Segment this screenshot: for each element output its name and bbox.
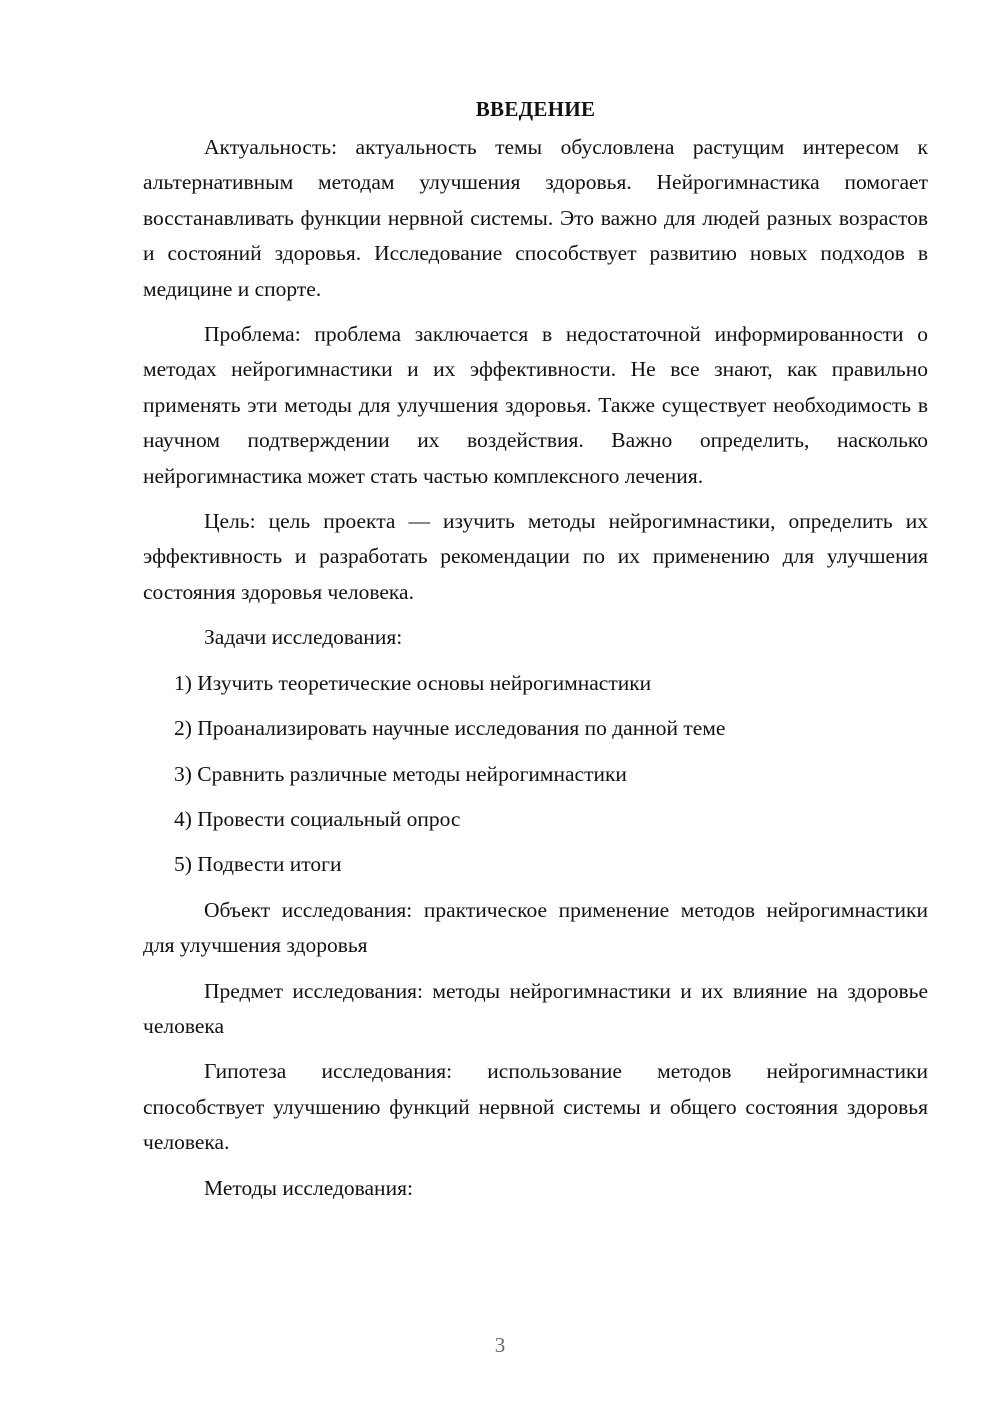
task-item-3: 3) Сравнить различные методы нейрогимнастики <box>174 761 627 786</box>
task-item-4: 4) Провести социальный опрос <box>174 806 461 831</box>
page-number: 3 <box>494 1333 506 1357</box>
problem-paragraph: Проблема: проблема заключается в недостаточной информированности о методах нейрогимнастики и их эффективности. Не все знают, как правильно применять эти методы для улучшения здоровья. Также существует необходимость в научном подтверждении их воздействия. Важно определить, насколько нейрогимнастика может стать частью комплексного лечения. <box>143 322 928 488</box>
tasks-heading: Задачи исследования: <box>204 625 403 650</box>
tasks-list <box>143 666 928 883</box>
task-item-5: 5) Подвести итоги <box>174 852 342 877</box>
object-paragraph: Объект исследования: практическое применение методов нейрогимнастики для улучшения здоровья <box>143 897 928 958</box>
hypothesis-paragraph: Гипотеза исследования: использование методов нейрогимнастики способствует улучшению функций нервной системы и общего состояния здоровья человека. <box>143 1059 928 1155</box>
methods-heading: Методы исследования: <box>204 1175 413 1200</box>
subject-paragraph: Предмет исследования: методы нейрогимнастики и их влияние на здоровье человека <box>143 978 928 1038</box>
goal-paragraph: Цель: цель проекта — изучить методы нейрогимнастики, определить их эффективность и разработать рекомендации по их применению для улучшения состояния здоровья человека. <box>143 509 928 604</box>
task-item-2: 2) Проанализировать научные исследования по данной теме <box>174 716 726 741</box>
document-page <box>143 92 928 1216</box>
task-item-1: 1) Изучить теоретические основы нейрогимнастики <box>174 670 652 695</box>
page-title: ВВЕДЕНИЕ <box>475 97 596 121</box>
relevance-paragraph: Актуальность: актуальность темы обусловлена растущим интересом к альтернативным методам улучшения здоровья. Нейрогимнастика помогает восстанавливать функции нервной системы. Это важно для людей разных возрастов и состояний здоровья. Исследование способствует развитию новых подходов в медицине и спорте. <box>143 135 928 301</box>
